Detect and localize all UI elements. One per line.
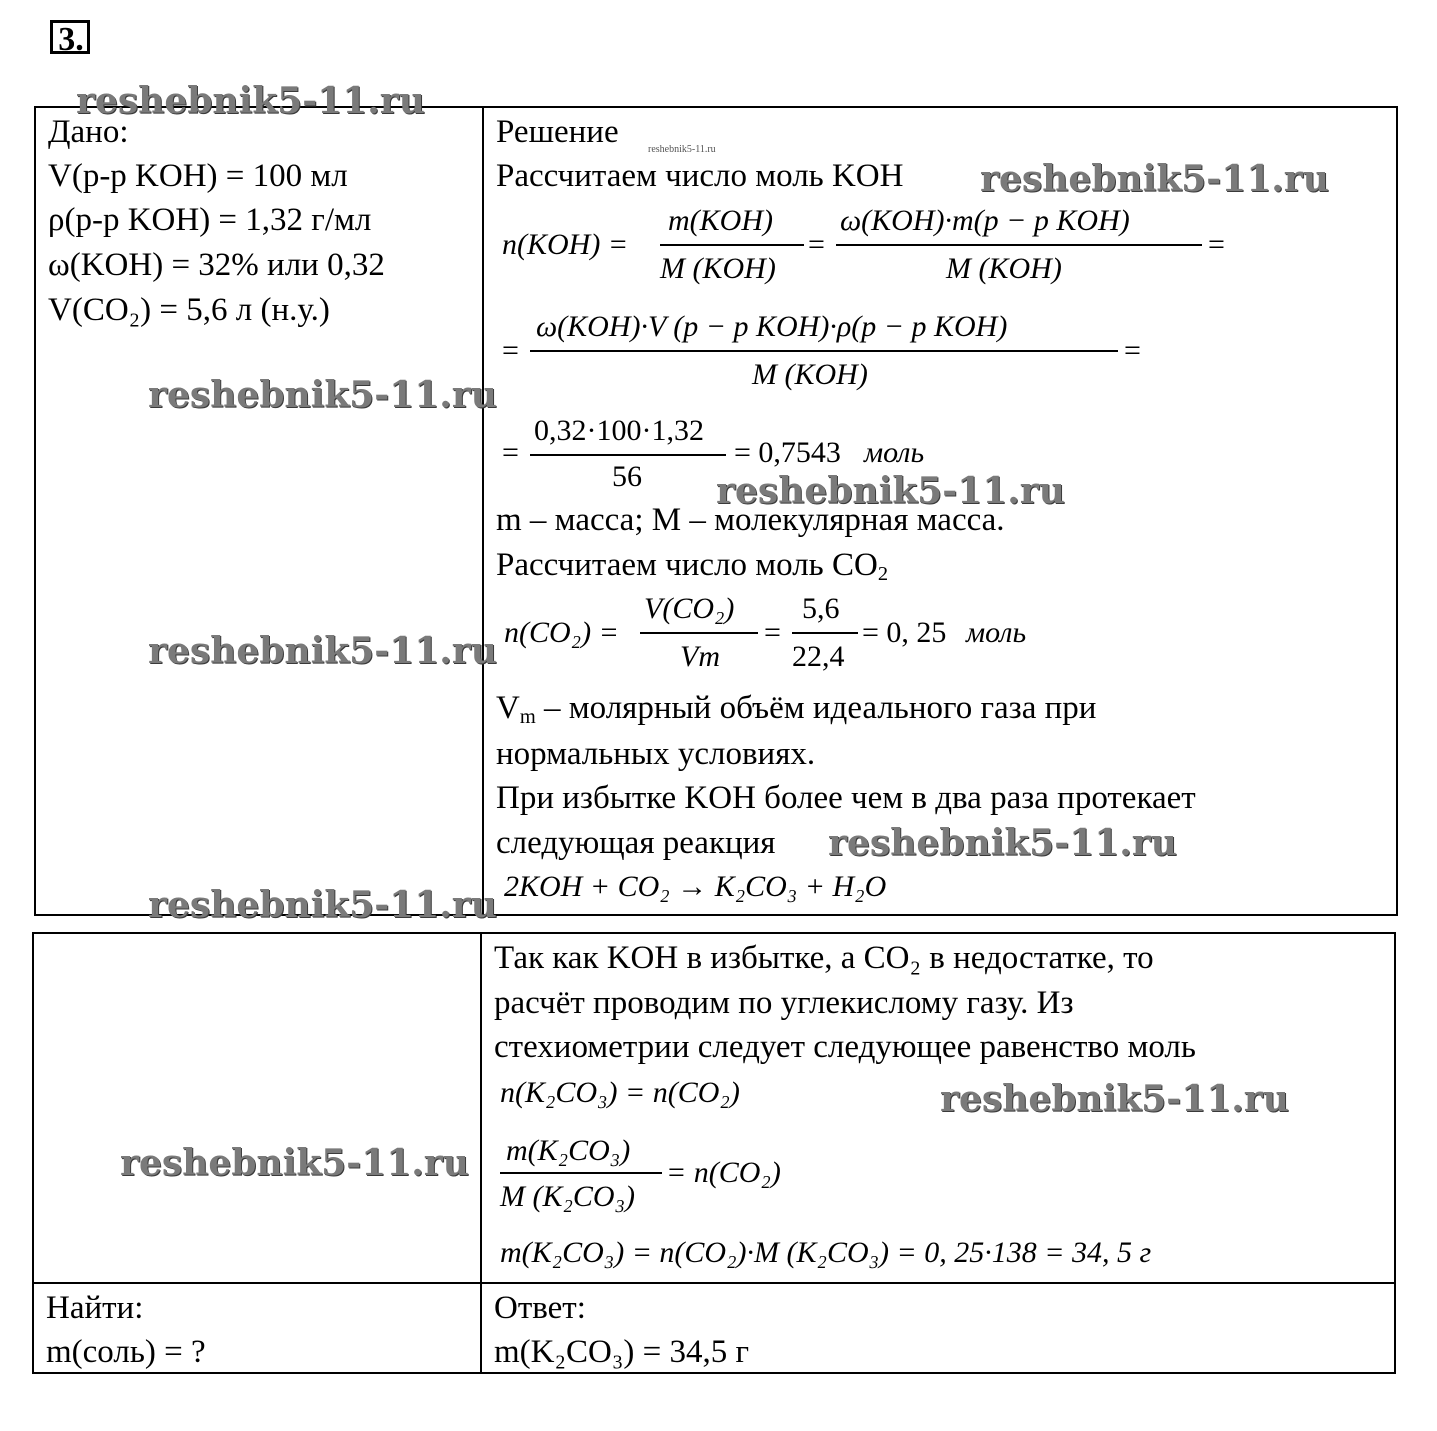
solution-header: Решение	[496, 114, 619, 150]
problem-number: 3.	[50, 20, 90, 54]
table1-divider	[482, 106, 484, 916]
given-line-1: V(р-р KOH) = 100 мл	[48, 158, 348, 194]
reaction-equation: 2KOH + CO₂ → K₂CO₃ + H₂O	[504, 870, 887, 903]
eq6-den: M (K₂CO₃)	[500, 1180, 636, 1213]
vm-line-2: нормальных условиях.	[496, 736, 816, 772]
watermark-6: reshebnik5-11.ru	[828, 822, 1177, 864]
eq2-den: M (KOH)	[752, 358, 868, 391]
eq1-frac2-bar	[836, 244, 1202, 246]
cont-line-2: расчёт проводим по углекислому газу. Из	[494, 985, 1074, 1021]
eq3-bar	[530, 454, 726, 456]
eq4-unit: моль	[966, 616, 1027, 649]
watermark-3: reshebnik5-11.ru	[148, 374, 497, 416]
excess-line-1: При избытке KOH более чем в два раза протекает	[496, 780, 1196, 816]
eq1-lhs: n(KOH) =	[502, 228, 629, 261]
calc-co2-title: Рассчитаем число моль $CO_2$	[496, 547, 889, 586]
cont-line-3: стехиометрии следует следующее равенство моль	[494, 1029, 1196, 1065]
eq1-frac1-bar	[660, 244, 804, 246]
eq4-den1: Vm	[680, 640, 720, 673]
eq6-num: m(K₂CO₃)	[506, 1134, 631, 1167]
eq4-lhs: n(CO₂) =	[504, 616, 619, 649]
eq2-num: ω(KOH)·V (p − p KOH)·ρ(p − p KOH)	[536, 310, 1008, 343]
given-line-4: V(CO₂) = 5,6 л (н.у.)	[48, 292, 330, 328]
eq4-result: = 0, 25	[862, 616, 947, 649]
eq2-bar	[530, 350, 1118, 352]
eq3-den: 56	[612, 460, 642, 493]
eq1-frac2-den: M (KOH)	[946, 252, 1062, 285]
eq1-eq-sign: =	[808, 228, 825, 261]
watermark-5: reshebnik5-11.ru	[148, 630, 497, 672]
calc-koh-title: Рассчитаем число моль KOH	[496, 158, 904, 194]
eq5: n(K₂CO₃) = n(CO₂)	[500, 1076, 740, 1109]
watermark-2: reshebnik5-11.ru	[980, 158, 1329, 200]
table2-divider	[480, 932, 482, 1374]
eq3-unit: моль	[864, 436, 925, 469]
eq4-den2: 22,4	[792, 640, 845, 673]
given-line-2: ρ(р-р KOH) = 1,32 г/мл	[48, 202, 372, 238]
eq2-trailing-eq: =	[1124, 334, 1141, 367]
table2-row-divider	[32, 1282, 1396, 1284]
eq1-trailing-eq: =	[1208, 228, 1225, 261]
eq1-frac1-den: M (KOH)	[660, 252, 776, 285]
eq4-bar1	[640, 632, 758, 634]
eq6-rhs: = n(CO₂)	[666, 1156, 781, 1189]
watermark-small: reshebnik5-11.ru	[648, 144, 716, 155]
watermark-4: reshebnik5-11.ru	[716, 470, 1065, 512]
eq4-bar2	[792, 632, 858, 634]
watermark-1: reshebnik5-11.ru	[76, 80, 425, 122]
answer-header: Ответ:	[494, 1290, 586, 1326]
watermark-7: reshebnik5-11.ru	[148, 884, 497, 926]
eq3-result: = 0,7543	[734, 436, 841, 469]
eq1-frac1-num: m(KOH)	[668, 204, 773, 237]
vm-line-1: $V_m$ – молярный объём идеального газа при	[496, 690, 1097, 729]
eq3-leading-eq: =	[502, 436, 519, 469]
answer-line: m(K₂CO₃) = 34,5 г	[494, 1334, 749, 1370]
watermark-9: reshebnik5-11.ru	[120, 1142, 469, 1184]
watermark-8: reshebnik5-11.ru	[940, 1078, 1289, 1120]
eq4-num2: 5,6	[802, 592, 840, 625]
eq3-num: 0,32·100·1,32	[534, 414, 704, 447]
eq4-num1: V(CO₂)	[644, 592, 735, 625]
legend-mass: m – масса; M – молекулярная масса.	[496, 502, 1005, 538]
excess-line-2: следующая реакция	[496, 825, 776, 861]
eq2-leading-eq: =	[502, 334, 519, 367]
find-header: Найти:	[46, 1290, 144, 1326]
given-line-3: ω(KOH) = 32% или 0,32	[48, 247, 385, 283]
eq7: m(K₂CO₃) = n(CO₂)·M (K₂CO₃) = 0, 25·138 = 34, 5 г	[500, 1236, 1152, 1269]
find-line: m(соль) = ?	[46, 1334, 206, 1370]
eq1-frac2-num: ω(KOH)·m(p − p KOH)	[840, 204, 1130, 237]
eq6-bar	[500, 1172, 662, 1174]
eq4-eq-sign: =	[764, 616, 781, 649]
cont-line-1: Так как KOH в избытке, а CO₂ в недостатке, то	[494, 940, 1154, 976]
given-header: Дано:	[48, 114, 129, 150]
